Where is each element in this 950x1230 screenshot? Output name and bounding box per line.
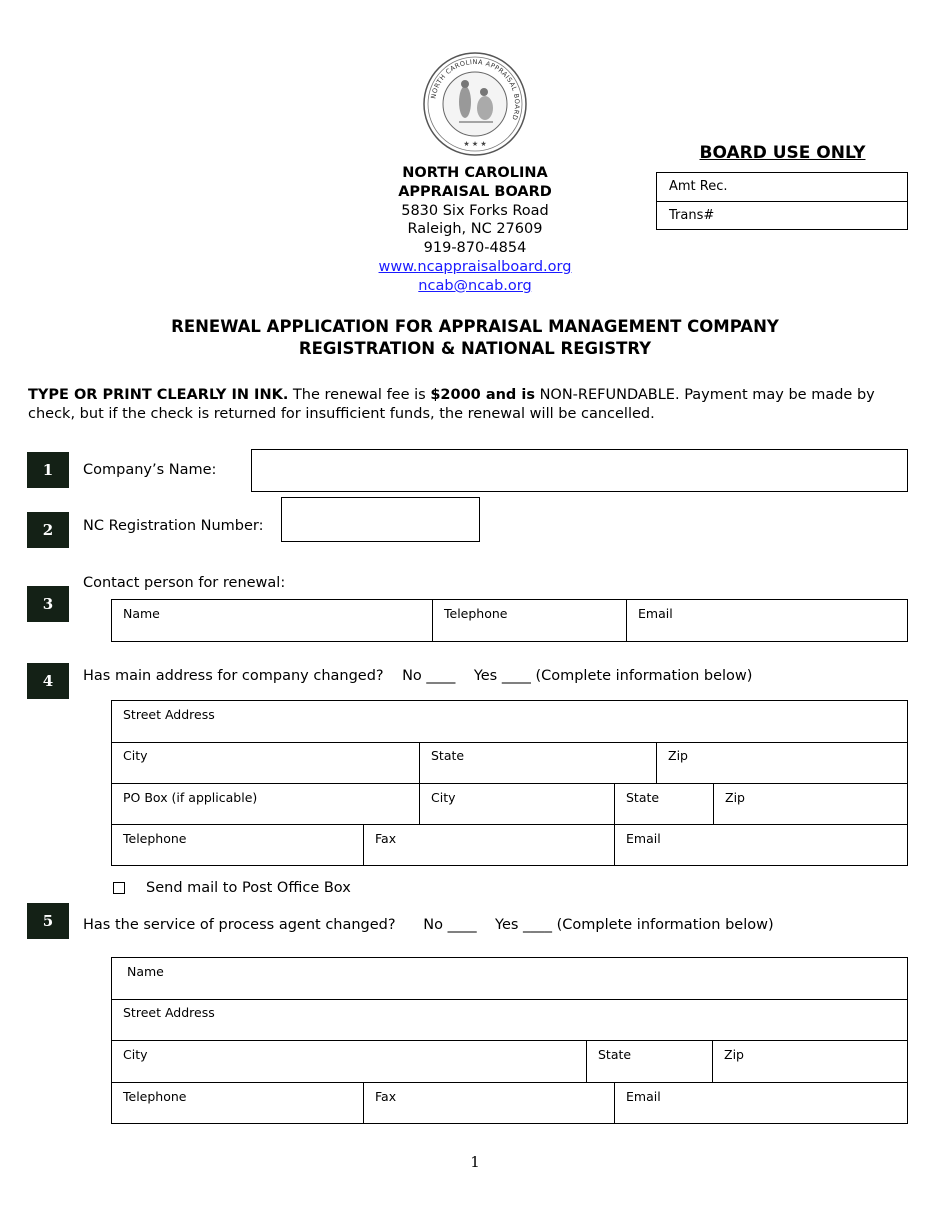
address-changed-question — [83, 668, 752, 684]
agent-changed-answer[interactable]: No ____ Yes ____ (Complete information below) — [423, 917, 774, 933]
po-box-field[interactable]: PO Box (if applicable) — [123, 790, 258, 805]
org-address2: Raleigh, NC 27609 — [407, 221, 543, 238]
form-title-line2: REGISTRATION & NATIONAL REGISTRY — [298, 339, 652, 358]
po-city-field[interactable]: City — [431, 790, 456, 805]
po-box-checkbox-label: Send mail to Post Office Box — [146, 880, 351, 896]
page-number: 1 — [470, 1153, 480, 1171]
street-address-field[interactable]: Street Address — [123, 707, 215, 722]
po-state-field[interactable]: State — [626, 790, 660, 805]
section-3-number: 3 — [27, 586, 69, 622]
agent-city-field[interactable]: City — [123, 1047, 148, 1062]
fax-field[interactable]: Fax — [375, 831, 397, 846]
board-use-title: BOARD USE ONLY — [699, 143, 866, 163]
agent-telephone-field[interactable]: Telephone — [123, 1089, 187, 1104]
contact-name-field[interactable]: Name — [123, 606, 160, 621]
zip-field[interactable]: Zip — [668, 748, 688, 763]
agent-zip-field[interactable]: Zip — [724, 1047, 744, 1062]
board-seal-logo — [421, 50, 529, 158]
process-agent-grid — [111, 957, 908, 1124]
intro-text1: The renewal fee is — [288, 387, 431, 403]
org-phone: 919-870-4854 — [423, 240, 527, 257]
org-address1: 5830 Six Forks Road — [401, 202, 549, 219]
agent-street-field[interactable]: Street Address — [123, 1005, 215, 1020]
svg-text:NORTH CAROLINA APPRAISAL BOARD: NORTH CAROLINA APPRAISAL BOARD — [429, 57, 522, 122]
contact-person-label: Contact person for renewal: — [83, 575, 286, 591]
board-use-box — [656, 172, 908, 230]
registration-number-label: NC Registration Number: — [83, 518, 264, 534]
intro-bold-instruction: TYPE OR PRINT CLEARLY IN INK. — [28, 387, 289, 403]
city-field[interactable]: City — [123, 748, 148, 763]
section-5-number: 5 — [27, 903, 69, 939]
intro-text2: NON-REFUNDABLE. Payment may be made by check, but if the check is returned for insufficient funds, the renewal will be cancelled. — [28, 387, 875, 422]
intro-paragraph — [28, 386, 918, 424]
website-link[interactable]: www.ncappraisalboard.org — [378, 258, 572, 275]
state-field[interactable]: State — [431, 748, 465, 763]
agent-changed-question-text: Has the service of process agent changed? — [83, 917, 396, 933]
svg-text:★ ★ ★: ★ ★ ★ — [463, 140, 487, 148]
company-name-label: Company’s Name: — [83, 462, 217, 478]
registration-number-input[interactable] — [281, 497, 480, 542]
address-changed-question-text: Has main address for company changed? — [83, 668, 384, 684]
company-name-input[interactable] — [251, 449, 908, 492]
email-field[interactable]: Email — [626, 831, 661, 846]
form-title — [20, 316, 930, 360]
section-2-number: 2 — [27, 512, 69, 548]
email-link[interactable]: ncab@ncab.org — [418, 277, 532, 294]
contact-email-field[interactable]: Email — [638, 606, 673, 621]
po-zip-field[interactable]: Zip — [725, 790, 745, 805]
org-name-line1: NORTH CAROLINA — [402, 165, 548, 181]
contact-telephone-field[interactable]: Telephone — [444, 606, 508, 621]
org-name-line2: APPRAISAL BOARD — [398, 183, 552, 200]
section-4-number: 4 — [27, 663, 69, 699]
agent-fax-field[interactable]: Fax — [375, 1089, 397, 1104]
address-changed-answer[interactable]: No ____ Yes ____ (Complete information below) — [402, 668, 753, 684]
main-address-grid — [111, 700, 908, 866]
telephone-field[interactable]: Telephone — [123, 831, 187, 846]
contact-person-grid — [111, 599, 908, 642]
agent-name-field[interactable]: Name — [127, 964, 164, 979]
amt-rec-field[interactable]: Amt Rec. — [669, 179, 728, 194]
section-1-number: 1 — [27, 452, 69, 488]
form-title-line1: RENEWAL APPLICATION FOR APPRAISAL MANAGEMENT COMPANY — [171, 317, 779, 336]
trans-field[interactable]: Trans# — [657, 201, 907, 229]
agent-email-field[interactable]: Email — [626, 1089, 661, 1104]
agent-changed-question — [83, 917, 774, 933]
org-header — [355, 164, 595, 296]
intro-fee: $2000 and is — [430, 387, 535, 403]
po-box-checkbox[interactable] — [113, 882, 125, 894]
agent-state-field[interactable]: State — [598, 1047, 632, 1062]
